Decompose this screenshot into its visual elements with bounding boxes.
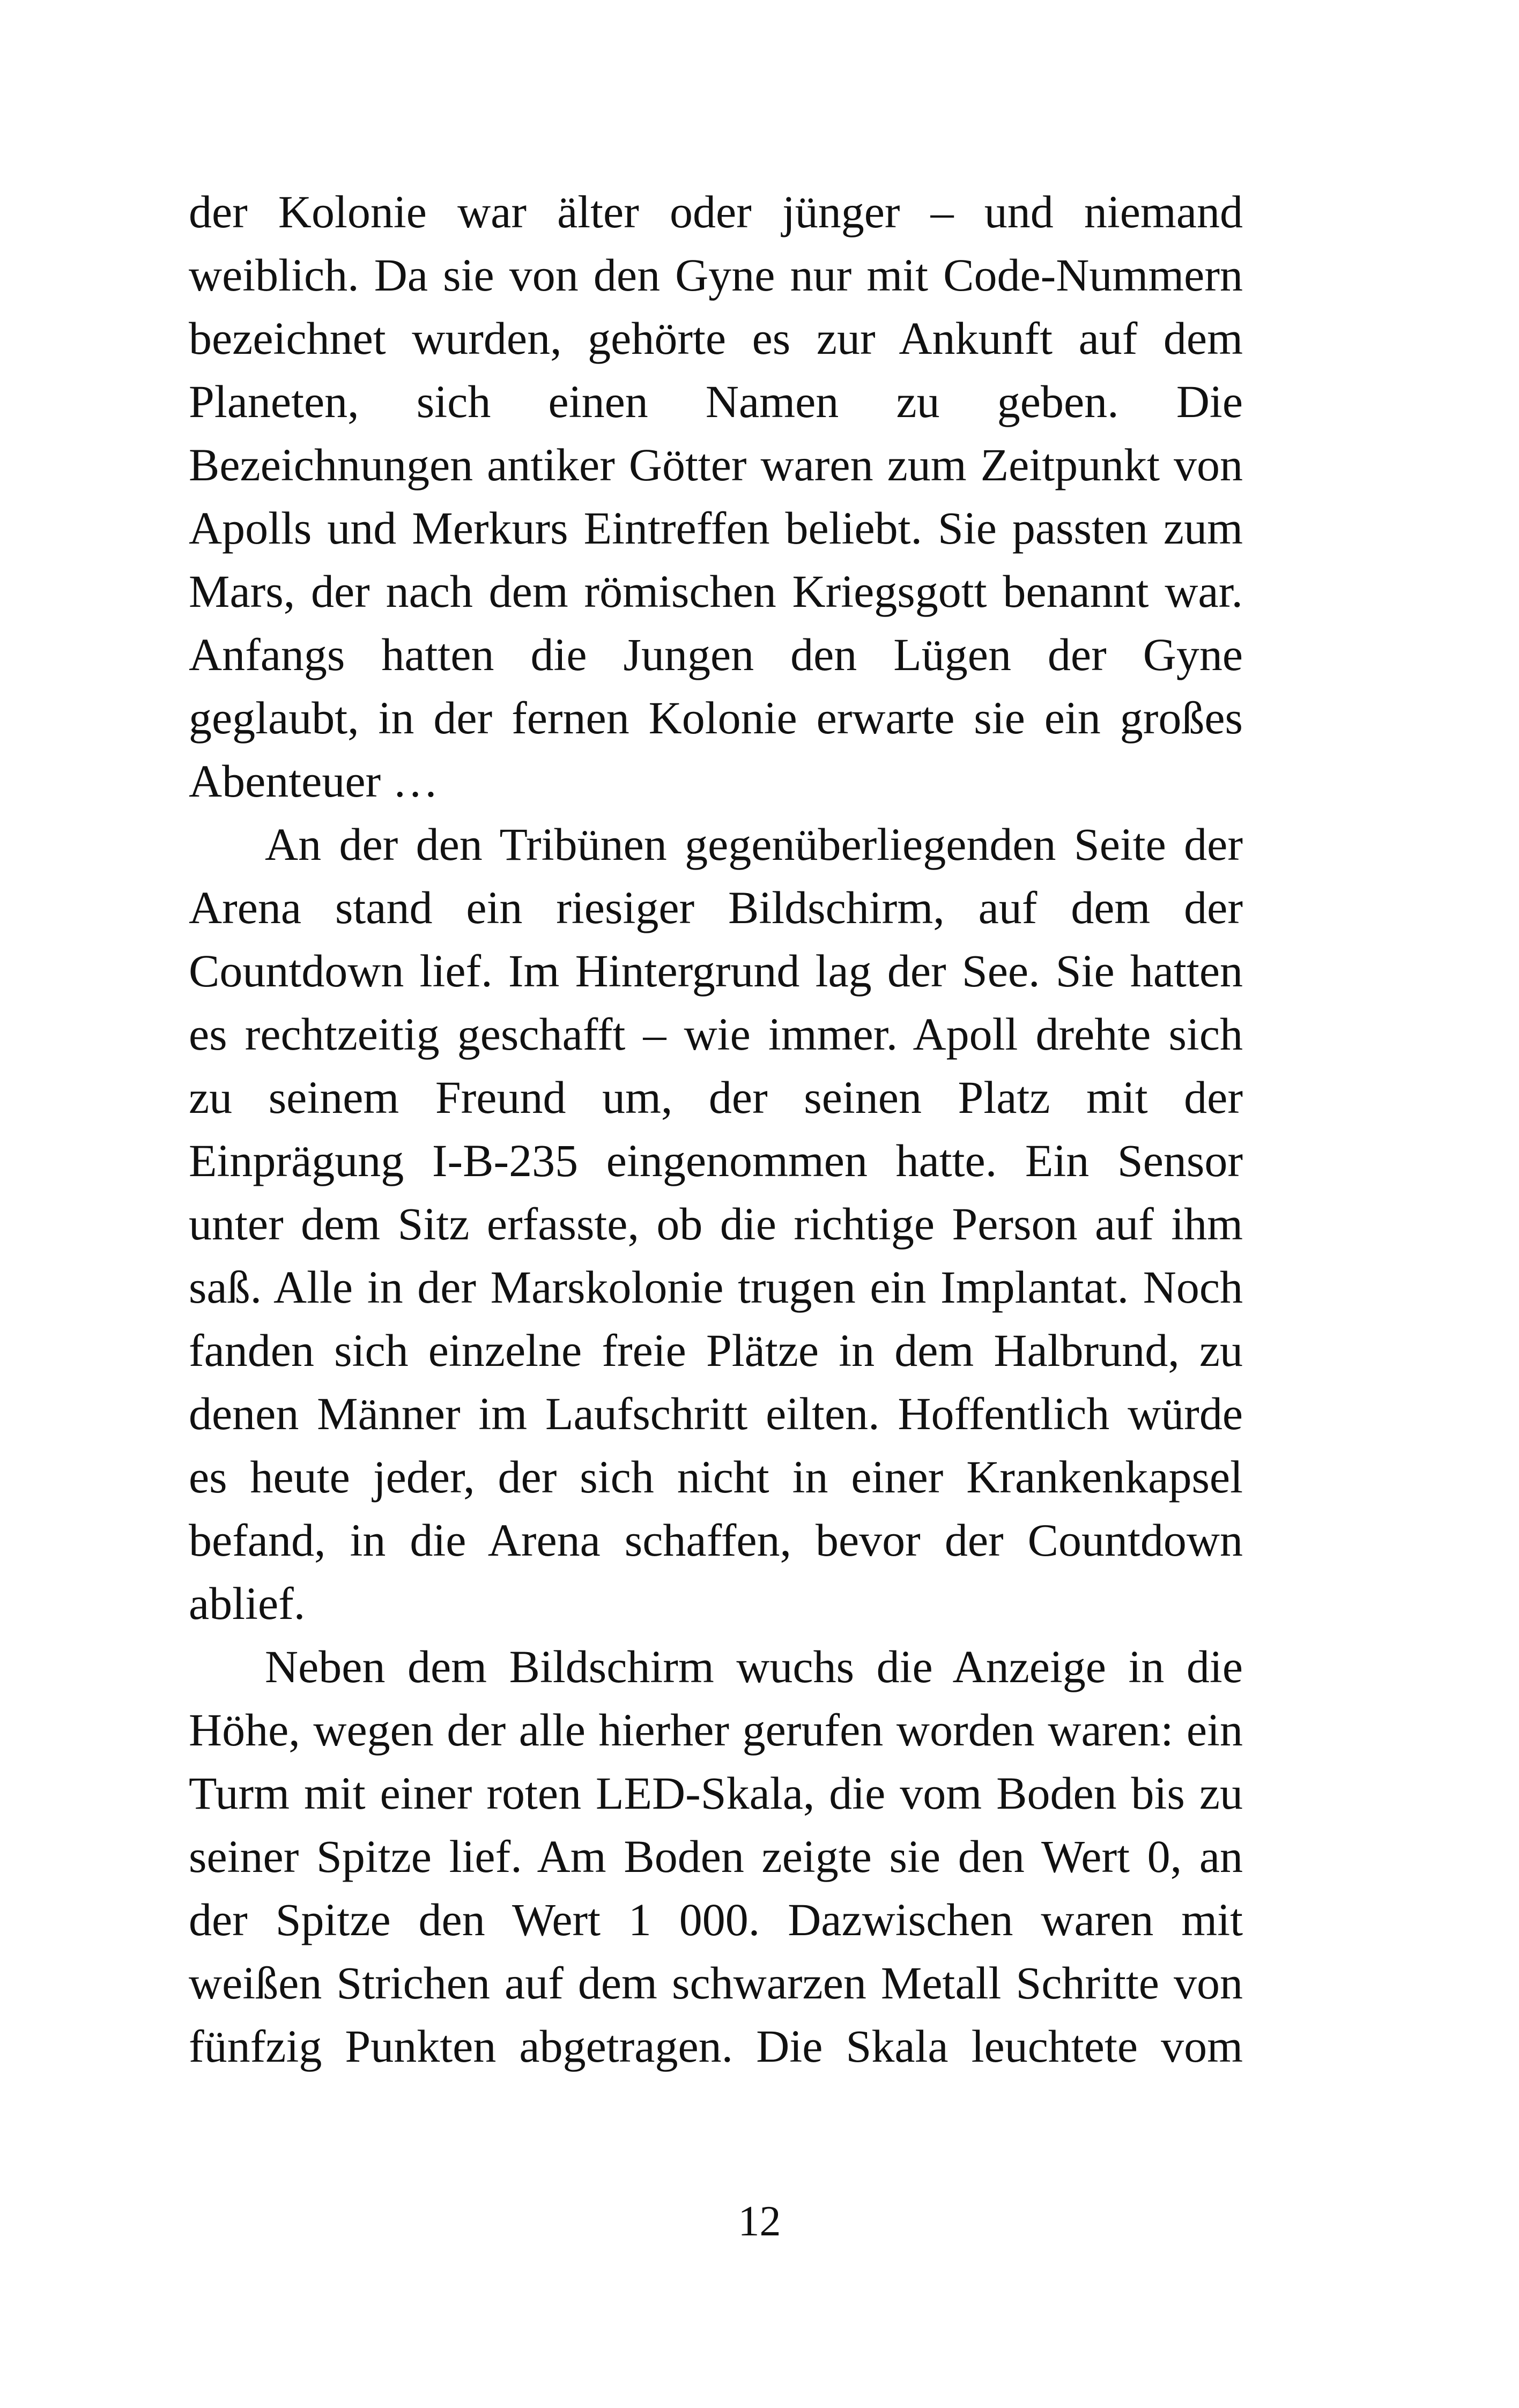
text-line: Arena stand ein riesiger Bildschirm, auf dem der	[189, 882, 1243, 933]
text-line: Turm mit einer roten LED-Skala, die vom Boden bis zu	[189, 1767, 1243, 1819]
text-line: Countdown lief. Im Hintergrund lag der See. Sie hatten	[189, 945, 1243, 997]
text-line: denen Männer im Laufschritt eilten. Hoffentlich würde	[189, 1388, 1243, 1439]
text-line: bezeichnet wurden, gehörte es zur Ankunft auf dem	[189, 313, 1243, 364]
text-line: An der den Tribünen gegenüberliegenden Seite der	[265, 819, 1243, 870]
text-line: Bezeichnungen antiker Götter waren zum Zeitpunkt von	[189, 439, 1243, 490]
text-line: fanden sich einzelne freie Plätze in dem Halbrund, zu	[189, 1325, 1243, 1376]
page-number: 12	[738, 2198, 781, 2245]
text-line: zu seinem Freund um, der seinen Platz mit der	[189, 1072, 1243, 1123]
text-line: geglaubt, in der fernen Kolonie erwarte sie ein großes	[189, 692, 1243, 744]
text-line: fünfzig Punkten abgetragen. Die Skala leuchtete vom	[189, 2020, 1243, 2072]
text-line: saß. Alle in der Marskolonie trugen ein Implantat. Noch	[189, 1261, 1243, 1313]
text-line: Apolls und Merkurs Eintreffen beliebt. Sie passten zum	[189, 502, 1243, 554]
text-line: weiblich. Da sie von den Gyne nur mit Code-Nummern	[189, 249, 1243, 301]
text-line: es heute jeder, der sich nicht in einer Krankenkapsel	[189, 1451, 1243, 1503]
text-line: Höhe, wegen der alle hierher gerufen worden waren: ein	[189, 1704, 1243, 1756]
text-line: der Kolonie war älter oder jünger – und niemand	[189, 186, 1243, 237]
text-line: Mars, der nach dem römischen Kriegsgott benannt war.	[189, 566, 1243, 617]
text-line: es rechtzeitig geschafft – wie immer. Apoll drehte sich	[189, 1008, 1243, 1060]
text-line: Anfangs hatten die Jungen den Lügen der Gyne	[189, 629, 1243, 680]
text-line: seiner Spitze lief. Am Boden zeigte sie den Wert 0, an	[189, 1831, 1243, 1882]
text-line: Neben dem Bildschirm wuchs die Anzeige in die	[265, 1641, 1243, 1692]
text-line: Abenteuer …	[189, 755, 439, 807]
text-line: befand, in die Arena schaffen, bevor der Countdown	[189, 1514, 1243, 1566]
text-line: der Spitze den Wert 1 000. Dazwischen waren mit	[189, 1894, 1243, 1945]
body-text	[189, 180, 1243, 2078]
text-line: weißen Strichen auf dem schwarzen Metall Schritte von	[189, 1957, 1243, 2009]
text-line: unter dem Sitz erfasste, ob die richtige Person auf ihm	[189, 1198, 1243, 1250]
text-line: Einprägung I-B-235 eingenommen hatte. Ein Sensor	[189, 1135, 1243, 1186]
text-line: Planeten, sich einen Namen zu geben. Die	[189, 376, 1243, 427]
text-line: ablief.	[189, 1578, 306, 1629]
